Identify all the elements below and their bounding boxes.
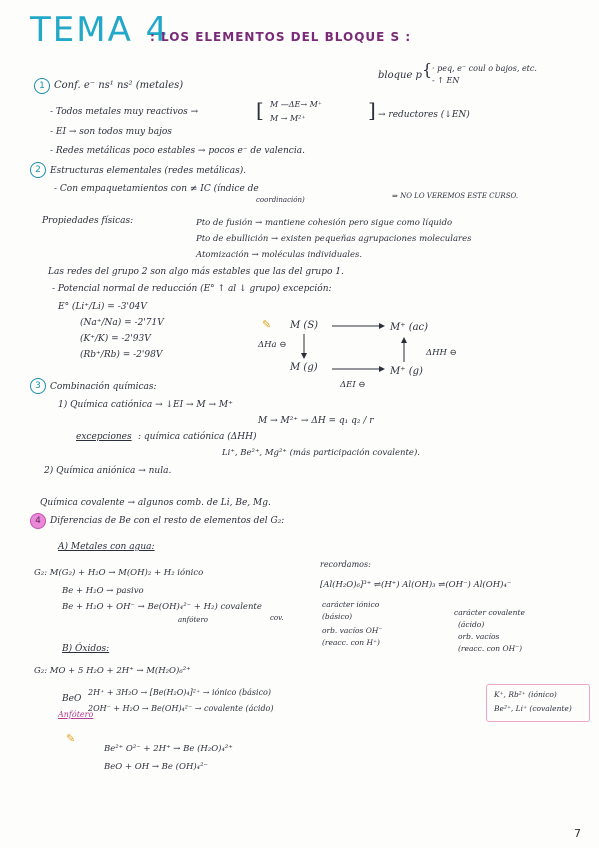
al-note-right-1: carácter covalente (454, 608, 525, 617)
be-cov: cov. (270, 614, 284, 622)
section-2-line-2: - Con empaquetamientos con ≠ IC (índice de (54, 184, 259, 194)
anionic-line: 2) Química aniónica → nula. (44, 466, 172, 476)
section-4-title: Diferencias de Be con el resto de elementos del G₂: (50, 516, 285, 526)
beo-label: BeO (62, 694, 82, 704)
prop-label: Propiedades físicas: (42, 216, 134, 226)
al-note-right-4: (reacc. con OH⁻) (458, 644, 523, 653)
section-1-conf: Conf. e⁻ ns¹ ns² (metales) (54, 80, 184, 91)
section-3-number: 3 (30, 378, 46, 394)
cycle-dh-a: ΔHa ⊖ (258, 340, 287, 350)
section-1-line-1-end: → reductores (↓EN) (378, 110, 470, 120)
be-water-eq: Be + H₂O → pasivo (62, 586, 144, 596)
bloque-p-note-2: - ↑ EN (432, 76, 460, 85)
be-anfotero: anfótero (178, 616, 209, 624)
box-line-1: K⁺, Rb²⁺ (iónico) (494, 690, 557, 699)
e-value-li: E° (Li⁺/Li) = -3'04V (58, 302, 147, 312)
g2-water-eq: G₂: M(G₂) + H₂O → M(OH)₂ + H₂ iónico (34, 568, 204, 578)
eq-top: M —ΔE→ M⁺ (270, 100, 323, 109)
cationic-line: 1) Química catiónica → ↓EI → M → M⁺ (58, 400, 233, 410)
exceptions-label: excepciones (76, 432, 132, 442)
g2-oxide-eq: G₂: MO + 5 H₂O + 2H⁺ → M(H₂O)₆²⁺ (34, 666, 191, 676)
anfotero-label: Anfótero (58, 710, 94, 719)
aluminium-eq: [Al(H₂O)₆]³⁺ ⇌(H⁺) Al(OH)₃ ⇌(OH⁻) Al(OH)₄⁻ (320, 580, 512, 590)
cycle-dh-h: ΔHH ⊖ (426, 348, 457, 358)
section-2-note: ⇒ NO LO VEREMOS ESTE CURSO. (392, 192, 519, 200)
section-4-number: 4 (30, 513, 46, 529)
section-2-line-1: Estructuras elementales (redes metálicas). (50, 166, 247, 176)
lightbulb-icon: ✎ (262, 318, 272, 331)
section-1-line-2: - EI → son todos muy bajos (50, 127, 172, 137)
section-2-line-2b: coordinación) (256, 196, 305, 204)
section-1-line-1: - Todos metales muy reactivos → (50, 107, 199, 117)
section-2-line-3: Las redes del grupo 2 son algo más estables que las del grupo 1. (48, 267, 344, 277)
exceptions-ions: Li⁺, Be²⁺, Mg²⁺ (más participación covalente). (222, 448, 420, 458)
al-note-left-4: (reacc. con H⁺) (322, 638, 380, 647)
recordamos-label: recordamos: (320, 560, 371, 569)
bloque-p-label: bloque p (378, 70, 422, 81)
prop-fusion: Pto de fusión → mantiene cohesión pero sigue como líquido (196, 218, 453, 228)
cycle-m-solid: M (S) (290, 320, 319, 331)
al-note-left-3: orb. vacíos OH⁻ (322, 626, 383, 635)
section-1-number: 1 (34, 78, 50, 94)
section-1-line-3: - Redes metálicas poco estables → pocos e⁻ de valencia. (50, 146, 305, 156)
prop-ebullicion: Pto de ebullición → existen pequeñas agrupaciones moleculares (196, 234, 472, 244)
b-title: B) Óxidos: (62, 644, 110, 654)
box-line-2: Be²⁺, Li⁺ (covalente) (494, 704, 572, 713)
al-note-right-3: orb. vacíos (458, 632, 500, 641)
e-value-rb: (Rb⁺/Rb) = -2'98V (80, 350, 163, 360)
beo-base-eq: 2OH⁻ + H₂O → Be(OH)₄²⁻ → covalente (ácido) (88, 704, 274, 713)
section-3-title: Combinación químicas: (50, 382, 157, 392)
e-value-na: (Na⁺/Na) = -2'71V (80, 318, 164, 328)
cationic-line-2: M → M²⁺ → ΔH = q₁ q₂ / r (258, 416, 374, 426)
prop-atomizacion: Atomización → moléculas individuales. (196, 250, 363, 260)
section-2-number: 2 (30, 162, 46, 178)
page-subtitle: : LOS ELEMENTOS DEL BLOQUE S : (150, 30, 412, 44)
covalent-line: Química covalente → algunos comb. de Li, Be, Mg. (40, 498, 271, 508)
eq-bottom: M → M²⁺ (270, 114, 306, 123)
cycle-m-ion-gas: M⁺ (g) (390, 366, 423, 377)
exceptions-text: : química catiónica (ΔHH) (138, 432, 257, 442)
lightbulb-icon-2: ✎ (66, 732, 76, 745)
section-2-line-4: - Potencial normal de reducción (E° ↑ al ↓ grupo) excepción: (52, 284, 332, 294)
al-note-right-2: (ácido) (458, 620, 485, 629)
bracket-close-icon: ] (368, 98, 376, 122)
e-value-k: (K⁺/K) = -2'93V (80, 334, 151, 344)
bloque-p-note-1: · peq, e⁻ coul o bajos, etc. (432, 64, 537, 73)
a-title: A) Metales con agua: (58, 542, 155, 552)
brace-icon: { (422, 60, 433, 79)
al-note-left-1: carácter iónico (322, 600, 380, 609)
extra-eq-1: Be²⁺ O²⁻ + 2H⁺ → Be (H₂O)₄²⁺ (104, 744, 233, 754)
beo-acid-eq: 2H⁺ + 3H₂O → [Be(H₂O)₄]²⁺ → iónico (básico) (88, 688, 271, 697)
bracket-open-icon: [ (256, 98, 264, 122)
cycle-m-gas: M (g) (290, 362, 318, 373)
be-hydroxide-eq: Be + H₂O + OH⁻ → Be(OH)₄²⁻ + H₂) covalente (62, 602, 262, 612)
cycle-dei: ΔEI ⊖ (340, 380, 366, 390)
page-number: 7 (574, 827, 581, 840)
page-title: TEMA 4 (30, 10, 170, 50)
al-note-left-2: (básico) (322, 612, 353, 621)
cycle-m-aq: M⁺ (ac) (390, 322, 429, 333)
extra-eq-2: BeO + OH → Be (OH)₄²⁻ (104, 762, 208, 772)
